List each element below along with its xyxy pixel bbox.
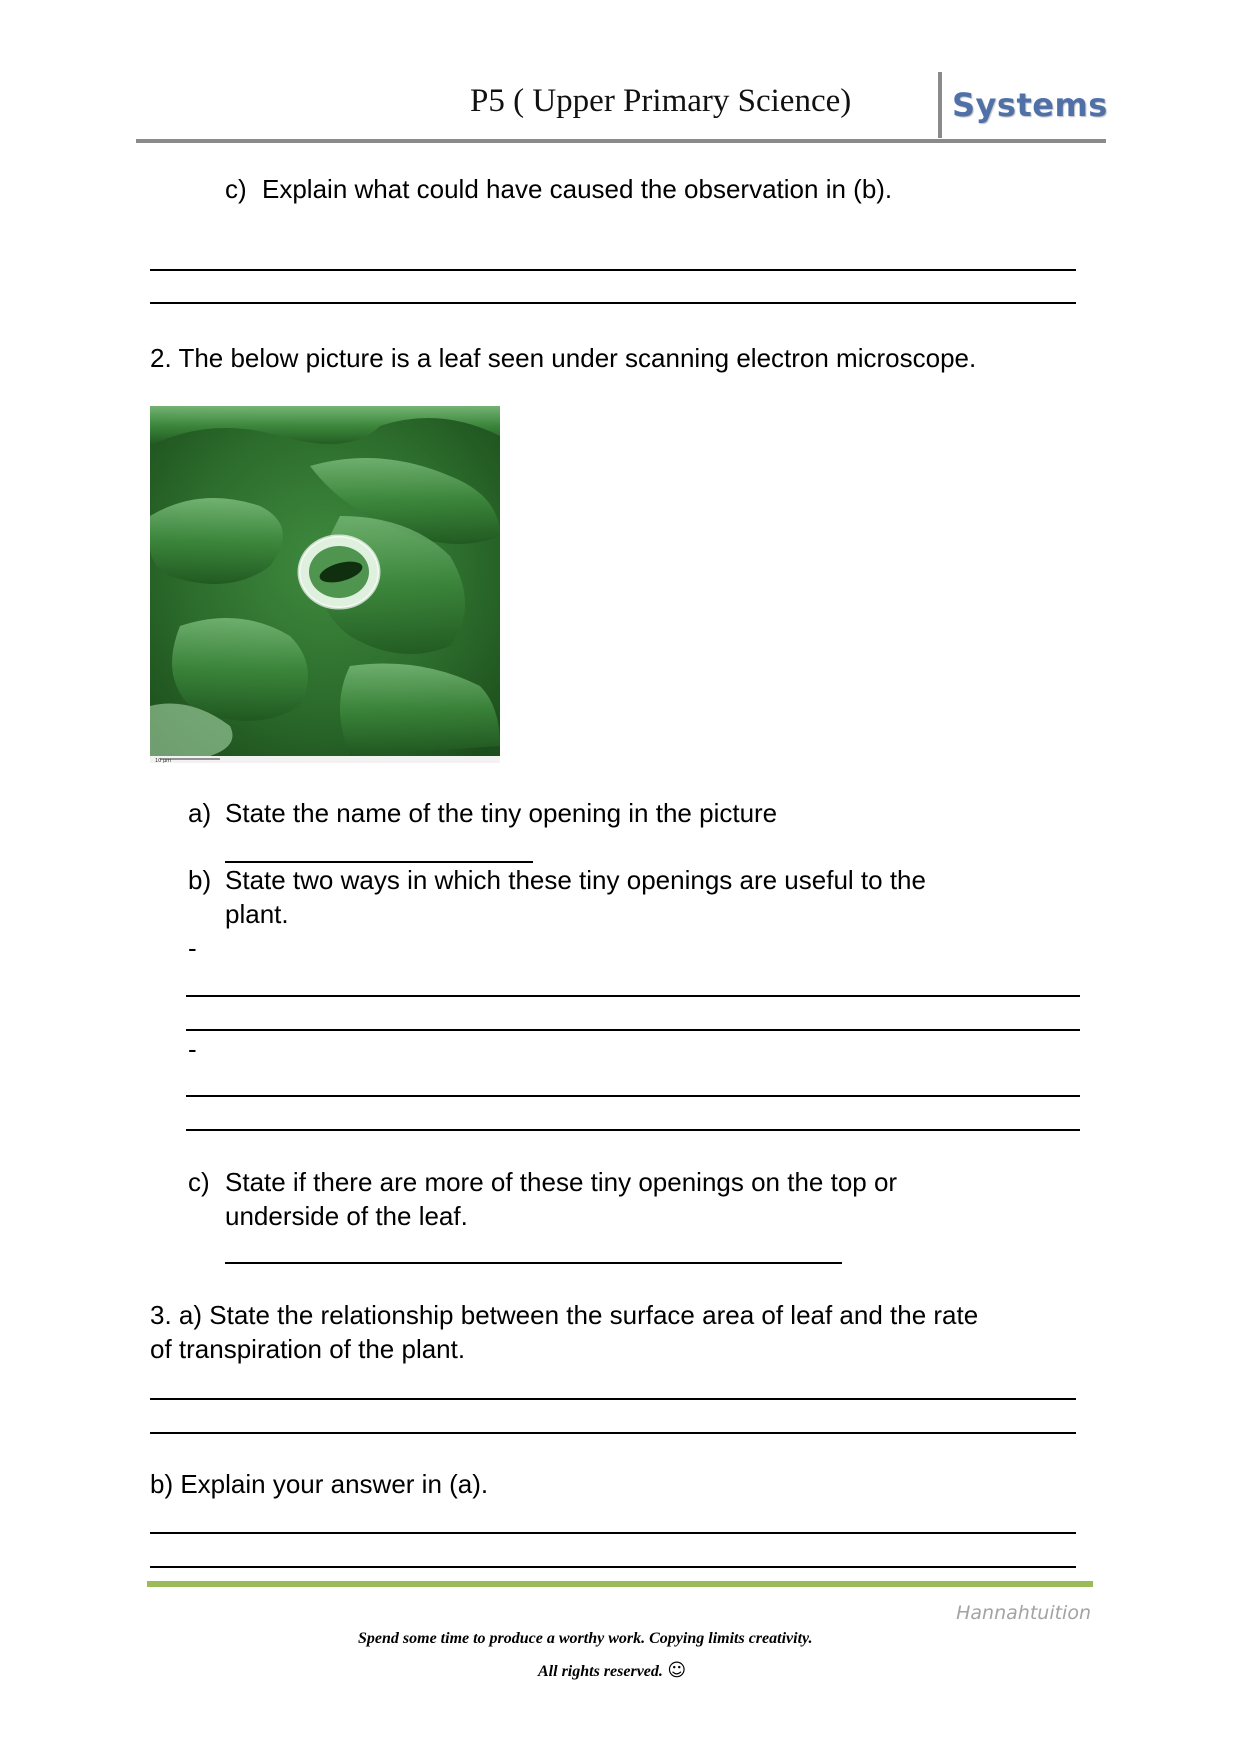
footer-note-line2 xyxy=(538,1660,686,1681)
answer-line[interactable] xyxy=(150,1432,1076,1434)
answer-line[interactable] xyxy=(150,1398,1076,1400)
answer-line[interactable] xyxy=(150,1532,1076,1534)
answer-line[interactable] xyxy=(150,1566,1076,1568)
q2c-text-line2: underside of the leaf. xyxy=(225,1201,468,1231)
answer-line[interactable] xyxy=(186,995,1080,997)
answer-line[interactable] xyxy=(186,1095,1080,1097)
image-scale-label: 10 μm xyxy=(155,758,172,763)
footer-rights: All rights reserved. xyxy=(538,1663,663,1680)
footer-rule xyxy=(147,1581,1093,1587)
answer-line[interactable] xyxy=(150,269,1076,271)
answer-line[interactable] xyxy=(150,302,1076,304)
smiley-icon: ☺ xyxy=(667,1660,687,1681)
q2-text: 2. The below picture is a leaf seen under scanning electron microscope. xyxy=(150,343,977,373)
q2c-text-line1: State if there are more of these tiny openings on the top or xyxy=(225,1167,898,1197)
q2a-text: State the name of the tiny opening in the picture xyxy=(225,798,778,828)
q2b-text-line1: State two ways in which these tiny openings are useful to the xyxy=(225,865,926,895)
answer-line[interactable] xyxy=(186,1029,1080,1031)
q1c-label: c) xyxy=(225,174,247,204)
q2b-label: b) xyxy=(188,865,212,895)
header-vertical-divider xyxy=(938,72,942,138)
q2a-label: a) xyxy=(188,798,212,828)
answer-line[interactable] xyxy=(225,1262,842,1264)
q3a-text-line1: 3. a) State the relationship between the surface area of leaf and the rate xyxy=(150,1300,979,1330)
q2b-text-line2: plant. xyxy=(225,899,289,929)
answer-line[interactable] xyxy=(186,1129,1080,1131)
q3a-text-line2: of transpiration of the plant. xyxy=(150,1334,466,1364)
bullet-dash: - xyxy=(188,933,197,963)
q3b-text: b) Explain your answer in (a). xyxy=(150,1469,489,1499)
q2c-label: c) xyxy=(188,1167,210,1197)
page-header-subject: Systems xyxy=(952,86,1108,124)
header-rule xyxy=(136,139,1106,143)
q1c-text: Explain what could have caused the observation in (b). xyxy=(262,174,893,204)
leaf-stoma-microscope-image xyxy=(150,406,500,763)
page-header-title: P5 ( Upper Primary Science) xyxy=(470,83,852,119)
bullet-dash: - xyxy=(188,1034,197,1064)
footer-note-line1: Spend some time to produce a worthy work. Copying limits creativity. xyxy=(358,1630,813,1647)
footer-brand: Hannahtuition xyxy=(956,1602,1091,1624)
